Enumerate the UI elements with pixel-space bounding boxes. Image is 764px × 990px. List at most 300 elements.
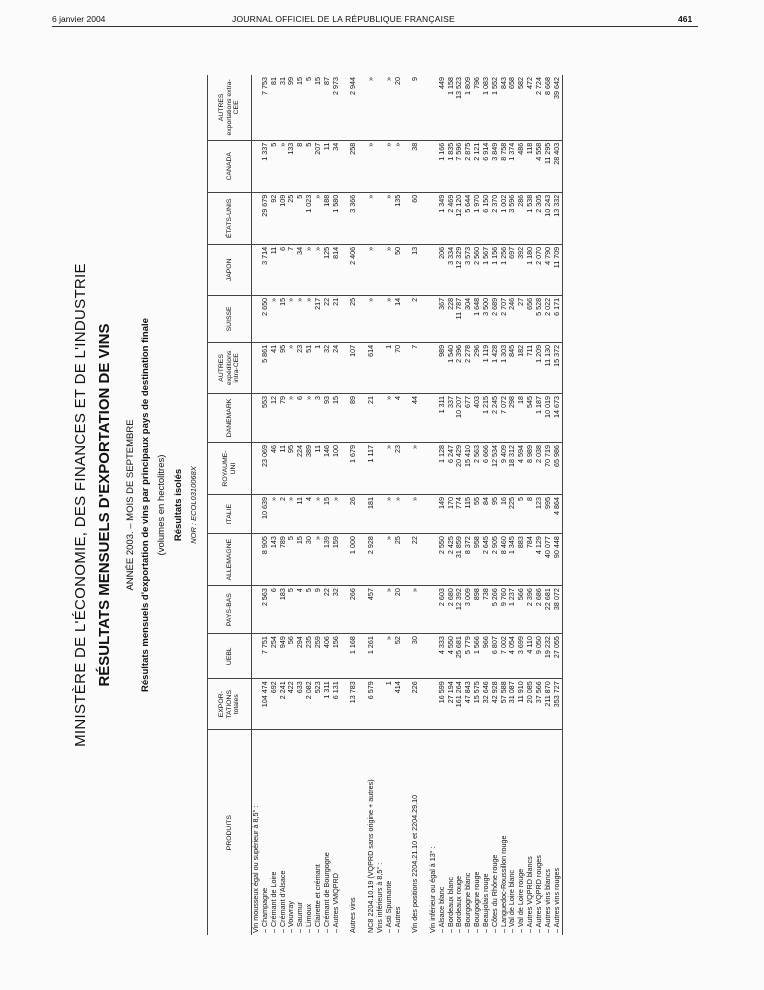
table-row xyxy=(305,75,314,935)
value-cell: 23 xyxy=(296,342,305,393)
value-cell: 4 xyxy=(394,393,403,442)
value-cell: 13 xyxy=(411,244,420,295)
value-cell: 15 575 xyxy=(473,679,482,730)
value-cell: » xyxy=(314,192,323,244)
value-cell: 814 xyxy=(332,244,341,295)
column-header: ÉTATS-UNIS xyxy=(208,192,252,244)
product-label: – Saumur xyxy=(295,901,305,933)
value-cell: 12 xyxy=(270,393,279,442)
nor-reference: NOR : ECOL0310068X xyxy=(189,466,198,544)
value-cell: » xyxy=(367,295,376,342)
value-cell: » xyxy=(305,295,314,342)
value-cell: 2 563 xyxy=(261,586,270,634)
value-cell: 254 xyxy=(270,634,279,679)
value-cell: 87 xyxy=(323,75,332,140)
spacer-cell xyxy=(420,393,429,442)
value-cell: 392 xyxy=(517,244,526,295)
value-cell: 4 864 xyxy=(553,495,562,534)
value-cell: 28 403 xyxy=(553,140,562,192)
value-cell: 27 194 xyxy=(447,679,456,730)
value-cell: 20 429 xyxy=(455,443,464,495)
value-cell: » xyxy=(305,393,314,442)
value-cell: 32 xyxy=(332,586,341,634)
column-header: EXPOR-TATIONS totales xyxy=(208,679,252,730)
spacer-cell xyxy=(358,140,367,192)
value-cell xyxy=(376,140,385,192)
value-cell: 5 xyxy=(270,140,279,192)
value-cell: 2 905 xyxy=(491,534,500,586)
value-cell: 582 xyxy=(517,75,526,140)
value-cell: 225 xyxy=(508,495,517,534)
value-cell: 7 xyxy=(287,244,296,295)
value-cell: 389 xyxy=(305,443,314,495)
value-cell: 1 168 xyxy=(349,634,358,679)
value-cell: 9 xyxy=(314,586,323,634)
table-row xyxy=(394,75,403,935)
value-cell: 4 333 xyxy=(438,634,447,679)
value-cell: 1 428 xyxy=(491,342,500,393)
spacer-cell xyxy=(402,443,411,495)
value-cell: 6 xyxy=(279,244,288,295)
value-cell: 34 xyxy=(332,140,341,192)
table-row xyxy=(349,75,358,935)
value-cell: 566 xyxy=(517,586,526,634)
value-cell: 2 560 xyxy=(473,244,482,295)
value-cell: 367 xyxy=(438,295,447,342)
value-cell: 414 xyxy=(394,679,403,730)
value-cell: 13 332 xyxy=(553,192,562,244)
value-cell: 47 843 xyxy=(464,679,473,730)
value-cell: 23 069 xyxy=(261,443,270,495)
product-label: – Côtes du Rhône rouge xyxy=(489,854,499,933)
value-cell: 21 xyxy=(367,393,376,442)
column-header: PAYS-BAS xyxy=(208,586,252,634)
value-cell: » xyxy=(385,295,394,342)
value-cell: » xyxy=(394,140,403,192)
value-cell: 181 xyxy=(367,495,376,534)
value-cell: » xyxy=(314,495,323,534)
value-cell: 6 150 xyxy=(482,192,491,244)
value-cell: 8 372 xyxy=(464,534,473,586)
value-cell: 15 xyxy=(332,393,341,442)
value-cell: 159 xyxy=(332,534,341,586)
value-cell: 2 278 xyxy=(464,342,473,393)
value-cell: 8 xyxy=(296,140,305,192)
value-cell: » xyxy=(411,495,420,534)
value-cell: 44 xyxy=(411,393,420,442)
value-cell: 2 550 xyxy=(438,534,447,586)
value-cell: 38 072 xyxy=(553,586,562,634)
column-header: AUTRES expéditions intra-CEE xyxy=(208,342,252,393)
value-cell: 5 xyxy=(305,75,314,140)
product-label: – Bordeaux rouge xyxy=(454,875,464,933)
value-cell: 6 914 xyxy=(482,140,491,192)
value-cell: 6 xyxy=(270,586,279,634)
product-label: – Beaujolais rouge xyxy=(480,873,490,933)
period-line: ANNÉE 2003. – MOIS DE SEPTEMBRE xyxy=(125,419,136,591)
value-cell: 4 550 xyxy=(447,634,456,679)
spacer-cell xyxy=(420,192,429,244)
value-cell: 15 xyxy=(314,75,323,140)
product-label: – Bordeaux blanc xyxy=(445,877,455,933)
value-cell: 56 xyxy=(287,634,296,679)
spacer-cell xyxy=(402,75,411,140)
value-cell: 37 566 xyxy=(535,679,544,730)
value-cell: 26 xyxy=(349,495,358,534)
product-label: – Crémant de Loire xyxy=(268,871,278,933)
value-cell: 898 xyxy=(473,586,482,634)
value-cell: 1 166 xyxy=(438,140,447,192)
value-cell: » xyxy=(385,192,394,244)
value-cell: 4 594 xyxy=(517,443,526,495)
spacer-cell xyxy=(402,342,411,393)
value-cell: 5 xyxy=(296,192,305,244)
table-row xyxy=(287,75,296,935)
value-cell: 6 xyxy=(296,393,305,442)
value-cell: 11 295 xyxy=(544,140,553,192)
value-cell: 42 928 xyxy=(491,679,500,730)
value-cell: 9 409 xyxy=(500,443,509,495)
value-cell: 5 xyxy=(517,495,526,534)
value-cell: 15 xyxy=(296,534,305,586)
value-cell: » xyxy=(385,393,394,442)
value-cell: 784 xyxy=(526,534,535,586)
value-cell: 224 xyxy=(296,443,305,495)
value-cell: 4 054 xyxy=(508,634,517,679)
value-cell: 13 783 xyxy=(349,679,358,730)
value-cell: 298 xyxy=(508,393,517,442)
value-cell: 633 xyxy=(296,679,305,730)
spacer-cell xyxy=(402,295,411,342)
value-cell: 1 156 xyxy=(491,244,500,295)
value-cell: 3 573 xyxy=(464,244,473,295)
table-row xyxy=(261,75,270,935)
value-cell: » xyxy=(287,342,296,393)
value-cell: 25 xyxy=(287,192,296,244)
value-cell: 1 261 xyxy=(367,634,376,679)
value-cell: » xyxy=(332,495,341,534)
spacer-cell xyxy=(420,75,429,140)
value-cell: 84 xyxy=(482,495,491,534)
value-cell: » xyxy=(296,295,305,342)
rotated-page-content xyxy=(64,15,764,935)
units-line: (volumes en hectolitres) xyxy=(156,454,167,556)
value-cell: 2 305 xyxy=(535,192,544,244)
value-cell: 422 xyxy=(287,679,296,730)
value-cell: 1 566 xyxy=(473,634,482,679)
value-cell: 109 xyxy=(279,192,288,244)
table-row xyxy=(367,75,376,935)
value-cell: 51 xyxy=(305,342,314,393)
value-cell: 40 077 xyxy=(544,534,553,586)
value-cell: 711 xyxy=(526,342,535,393)
value-cell: » xyxy=(385,495,394,534)
value-cell: 1 158 xyxy=(447,75,456,140)
value-cell: 89 xyxy=(349,393,358,442)
value-cell: 12 120 xyxy=(455,192,464,244)
value-cell: 1 835 xyxy=(447,140,456,192)
product-label: – Autres vins rouges xyxy=(551,867,561,933)
value-cell: 1 209 xyxy=(535,342,544,393)
column-header: AUTRES exportations extra-CEE xyxy=(208,75,252,140)
value-cell: » xyxy=(385,586,394,634)
value-cell: » xyxy=(411,443,420,495)
value-cell: 2 944 xyxy=(349,75,358,140)
product-label: – Alsace blanc xyxy=(436,886,446,933)
value-cell: 60 xyxy=(411,192,420,244)
value-cell: 2 875 xyxy=(464,140,473,192)
value-cell: 1 256 xyxy=(500,244,509,295)
value-cell: 39 642 xyxy=(553,75,562,140)
value-cell: 16 xyxy=(500,495,509,534)
product-label: – Clairette et crémant xyxy=(312,864,322,933)
value-cell xyxy=(376,393,385,442)
value-cell: 3 596 xyxy=(508,192,517,244)
value-cell: 135 xyxy=(394,192,403,244)
value-cell: 1 xyxy=(314,342,323,393)
value-cell xyxy=(376,634,385,679)
spacer-cell xyxy=(420,295,429,342)
value-cell: 449 xyxy=(438,75,447,140)
value-cell: 1 002 xyxy=(500,192,509,244)
value-cell: 5 xyxy=(305,140,314,192)
value-cell: 738 xyxy=(482,586,491,634)
product-label: – Asti Spumante xyxy=(383,880,393,933)
value-cell: 3 500 xyxy=(482,295,491,342)
spacer-row xyxy=(420,75,429,935)
value-cell: 2 121 xyxy=(473,140,482,192)
value-cell: 5 644 xyxy=(464,192,473,244)
value-cell: » xyxy=(270,495,279,534)
value-cell: 697 xyxy=(508,244,517,295)
value-cell: 5 861 xyxy=(261,342,270,393)
value-cell: 1 538 xyxy=(526,192,535,244)
column-header: DANEMARK xyxy=(208,393,252,442)
value-cell: 21 xyxy=(332,295,341,342)
value-cell: 1 567 xyxy=(482,244,491,295)
value-cell xyxy=(376,75,385,140)
value-cell: 406 xyxy=(323,634,332,679)
value-cell xyxy=(376,534,385,586)
value-cell: 1 552 xyxy=(491,75,500,140)
spacer-cell xyxy=(358,75,367,140)
column-header: CANADA xyxy=(208,140,252,192)
value-cell: 18 312 xyxy=(508,443,517,495)
value-cell: 125 xyxy=(323,244,332,295)
value-cell: 2 680 xyxy=(447,586,456,634)
value-cell: 4 129 xyxy=(535,534,544,586)
product-label: – Limoux xyxy=(304,903,314,933)
value-cell: 1 580 xyxy=(332,192,341,244)
value-cell: 949 xyxy=(279,634,288,679)
value-cell: 3 699 xyxy=(517,634,526,679)
value-cell: » xyxy=(305,244,314,295)
spacer-cell xyxy=(358,295,367,342)
value-cell: 11 709 xyxy=(553,244,562,295)
value-cell: 15 xyxy=(323,495,332,534)
value-cell: 6 171 xyxy=(553,295,562,342)
value-cell: 337 xyxy=(447,393,456,442)
column-header: JAPON xyxy=(208,244,252,295)
table-row xyxy=(376,75,385,935)
value-cell: 7 072 xyxy=(500,393,509,442)
value-cell: 10 207 xyxy=(455,393,464,442)
value-cell: 11 787 xyxy=(455,295,464,342)
value-cell: 789 xyxy=(279,534,288,586)
value-cell: 70 xyxy=(394,342,403,393)
value-cell: 1 xyxy=(385,679,394,730)
value-cell: 1 349 xyxy=(438,192,447,244)
value-cell: 226 xyxy=(411,679,420,730)
spacer-cell xyxy=(420,586,429,634)
product-label: Autres vins xyxy=(348,897,358,933)
value-cell: 92 xyxy=(270,192,279,244)
value-cell: 81 xyxy=(270,75,279,140)
product-label: Vin inférieur ou égal à 13° : xyxy=(427,846,437,933)
value-cell: 19 232 xyxy=(544,634,553,679)
value-cell: 2 645 xyxy=(482,534,491,586)
value-cell: 1 648 xyxy=(473,295,482,342)
value-cell: 2 xyxy=(411,295,420,342)
value-cell: 9 050 xyxy=(535,634,544,679)
value-cell: 2 396 xyxy=(455,342,464,393)
value-cell: 188 xyxy=(323,192,332,244)
value-cell: 4 xyxy=(296,586,305,634)
spacer-cell xyxy=(358,192,367,244)
value-cell xyxy=(376,192,385,244)
value-cell: 2 070 xyxy=(535,244,544,295)
value-cell: 25 681 xyxy=(455,634,464,679)
value-cell: » xyxy=(367,75,376,140)
value-cell: 2 396 xyxy=(526,586,535,634)
value-cell: 658 xyxy=(508,75,517,140)
value-cell: 27 055 xyxy=(553,634,562,679)
value-cell: » xyxy=(279,140,288,192)
value-cell: 258 xyxy=(349,140,358,192)
value-cell: 966 xyxy=(482,634,491,679)
value-cell: 796 xyxy=(473,75,482,140)
value-cell: 10 243 xyxy=(544,192,553,244)
product-label: – Val de Loire rouge xyxy=(516,868,526,933)
value-cell: 235 xyxy=(305,634,314,679)
value-cell: 31 087 xyxy=(508,679,517,730)
value-cell: 5 xyxy=(287,586,296,634)
column-header: ROYAUME-UNI xyxy=(208,443,252,495)
value-cell: 1 809 xyxy=(464,75,473,140)
value-cell: 2 973 xyxy=(332,75,341,140)
value-cell: 46 xyxy=(270,443,279,495)
value-cell: » xyxy=(314,534,323,586)
value-cell: 5 779 xyxy=(464,634,473,679)
value-cell: 9 xyxy=(411,75,420,140)
value-cell: » xyxy=(287,295,296,342)
product-label: NC8 2204.10.19 (VQPRD sans origine + autres) xyxy=(365,779,375,933)
value-cell: 9 760 xyxy=(500,586,509,634)
value-cell: 1 311 xyxy=(438,393,447,442)
value-cell: » xyxy=(287,495,296,534)
value-cell: 3 334 xyxy=(447,244,456,295)
value-cell: » xyxy=(270,295,279,342)
value-cell: » xyxy=(314,244,323,295)
value-cell: 2 650 xyxy=(261,295,270,342)
value-cell xyxy=(376,244,385,295)
value-cell: 3 xyxy=(314,393,323,442)
product-label: – Autres xyxy=(392,906,402,933)
product-label: – Vouvray xyxy=(286,901,296,933)
value-cell: 6 247 xyxy=(447,443,456,495)
spacer-cell xyxy=(402,586,411,634)
value-cell: 2 082 xyxy=(305,679,314,730)
value-cell: 296 xyxy=(473,342,482,393)
value-cell: 24 xyxy=(332,342,341,393)
value-cell: 14 673 xyxy=(553,393,562,442)
value-cell: 3 009 xyxy=(464,586,473,634)
value-cell: 41 xyxy=(270,342,279,393)
value-cell: 1 311 xyxy=(323,679,332,730)
value-cell: 156 xyxy=(332,634,341,679)
value-cell: 20 xyxy=(394,586,403,634)
value-cell: 2 241 xyxy=(279,679,288,730)
product-label: – Crémant d'Alsace xyxy=(277,870,287,933)
value-cell: 1 119 xyxy=(482,342,491,393)
value-cell: 5 266 xyxy=(491,586,500,634)
value-cell: 18 xyxy=(517,393,526,442)
value-cell: 5 xyxy=(305,586,314,634)
value-cell: 182 xyxy=(517,342,526,393)
value-cell: 246 xyxy=(508,295,517,342)
value-cell xyxy=(376,295,385,342)
value-cell: 13 523 xyxy=(455,75,464,140)
column-header: PRODUITS xyxy=(208,730,252,935)
value-cell xyxy=(376,586,385,634)
value-cell: 16 599 xyxy=(438,679,447,730)
spacer-cell xyxy=(420,679,429,730)
value-cell: 7 002 xyxy=(500,634,509,679)
value-cell: 99 xyxy=(287,75,296,140)
value-cell: » xyxy=(385,140,394,192)
value-cell: 161 264 xyxy=(455,679,464,730)
ministry-title: MINISTÈRE DE L'ÉCONOMIE, DES FINANCES ET DE L'INDUSTRIE xyxy=(72,263,89,747)
table-row xyxy=(553,75,562,935)
value-cell: 34 xyxy=(296,244,305,295)
value-cell: 353 727 xyxy=(553,679,562,730)
product-label: – Crémant de Bourgogne xyxy=(321,852,331,933)
value-cell: 2 928 xyxy=(367,534,376,586)
value-cell: 31 xyxy=(279,75,288,140)
value-cell: 6 807 xyxy=(491,634,500,679)
value-cell: 93 xyxy=(323,393,332,442)
value-cell: 1 970 xyxy=(473,192,482,244)
value-cell: 20 085 xyxy=(526,679,535,730)
spacer-cell xyxy=(420,342,429,393)
value-cell: 4 790 xyxy=(544,244,553,295)
table-header-row xyxy=(208,75,252,935)
export-table xyxy=(207,75,563,935)
value-cell: 30 xyxy=(305,534,314,586)
value-cell: 1 237 xyxy=(508,586,517,634)
value-cell: 1 337 xyxy=(261,140,270,192)
spacer-cell xyxy=(420,534,429,586)
value-cell: 11 xyxy=(323,140,332,192)
value-cell: 25 xyxy=(349,295,358,342)
table-row xyxy=(332,75,341,935)
value-cell: 11 xyxy=(279,443,288,495)
spacer-cell xyxy=(420,495,429,534)
value-cell: 15 372 xyxy=(553,342,562,393)
value-cell: 12 329 xyxy=(455,244,464,295)
value-cell: 146 xyxy=(323,443,332,495)
value-cell: 5 xyxy=(287,534,296,586)
